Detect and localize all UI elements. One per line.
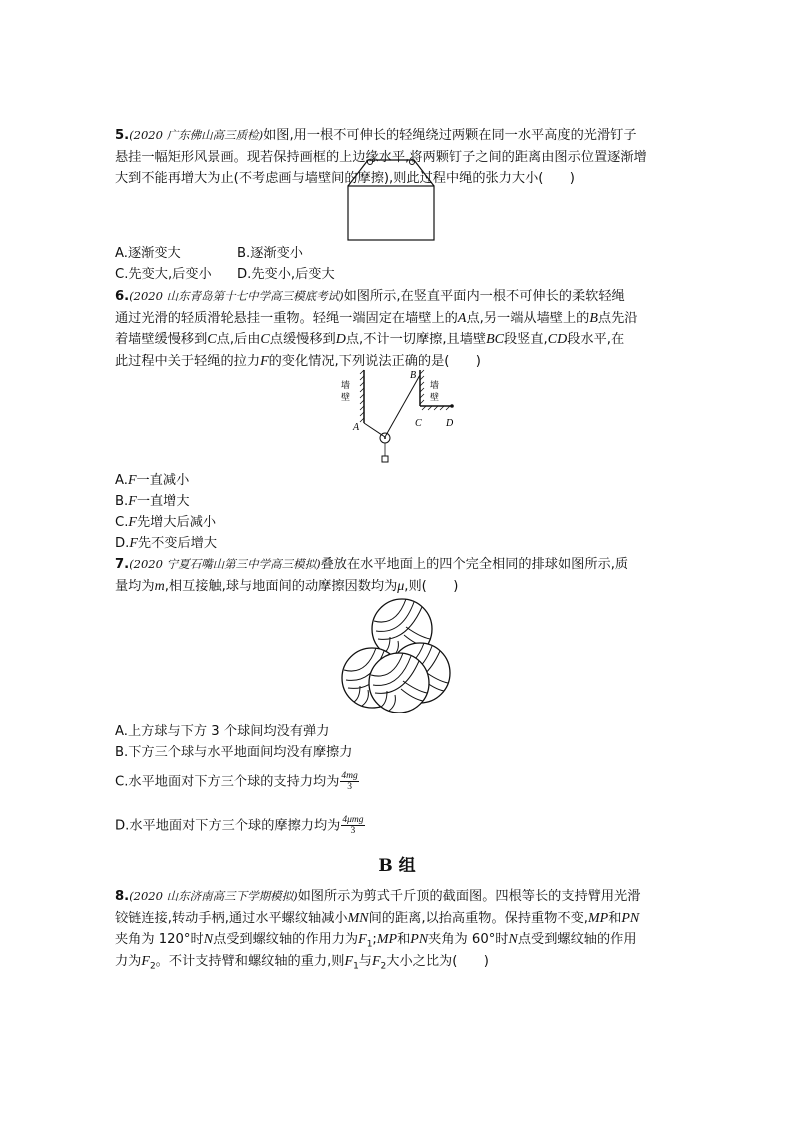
question-6 [115,286,690,372]
svg-text:壁: 壁 [341,392,351,402]
wall-label-left: 墙 [341,380,351,390]
question-source: (2020 山东青岛第十七中学高三模底考试) [129,289,344,303]
question-source: (2020 宁夏石嘴山第三中学高三模拟) [129,557,321,571]
painting-frame [348,186,434,240]
option-d: D.水平地面对下方三个球的摩擦力均为 $\frac{\text{4μmg}}{3}$ [115,815,364,836]
option-c: C.水平地面对下方三个球的支持力均为 $\frac{4mg}{3}$ [115,771,358,792]
volleyballs-figure [335,598,460,713]
question-text: 通过光滑的轻质滑轮悬挂一重物。轻绳一端固定在墙壁上的A点,另一端从墙壁上的B点先沿 [115,310,638,326]
question-text: 夹角为 120°时N点受到螺纹轴的作用力为$F_1;MP$和PN夹角为 60°时N点受到螺纹轴的作用 [115,932,637,950]
question-text: 着墙壁缓慢移到C点,后由C点缓慢移到D点,不计一切摩擦,且墙壁BC段竖直,CD段水平,在 [115,332,625,347]
question-8 [115,886,690,972]
question-text: 力为$F_2$。不计支持臂和螺纹轴的重力,则$F_1$与$F_2$大小之比为( ) [115,953,489,972]
picture-frame-figure [340,155,450,245]
option-b: B.F一直增大 [115,494,190,509]
bottom-front-ball [369,653,429,713]
question-text: 如图所示为剪式千斤顶的截面图。四根等长的支持臂用光滑 [297,889,641,904]
option-a: A.上方球与下方 3 个球间均没有弹力 [115,724,330,739]
question-number: 8. [115,889,130,904]
question-text: 如图所示,在竖直平面内一根不可伸长的柔软轻绳 [343,289,625,304]
option-b: B.下方三个球与水平地面间均没有摩擦力 [115,745,353,760]
hanging-weight [382,456,388,462]
point-a-label: A [353,422,360,433]
question-source: (2020 山东济南高三下学期模拟) [129,889,298,903]
question-number: 6. [115,289,130,304]
question-text: 量均为m,相互接触,球与地面间的动摩擦因数均为μ,则( ) [115,578,459,594]
point-c-label: C [415,418,422,429]
question-text: 铰链连接,转动手柄,通过水平螺纹轴减小MN间的距离,以抬高重物。保持重物不变,MP和PN [115,910,640,926]
question-number: 7. [115,557,130,572]
svg-text:壁: 壁 [430,392,440,402]
pulley-figure [330,368,465,468]
question-number: 5. [115,128,130,143]
option-b: B.逐渐变小 [237,246,303,261]
section-heading: B 组 [378,856,416,876]
rope [348,160,434,186]
question-text: 悬挂一幅矩形风景画。现若保持画框的上边缘水平,将两颗钉子之间的距离由图示位置逐渐增 [115,149,647,165]
question-text: 此过程中关于轻绳的拉力F的变化情况,下列说法正确的是( ) [115,353,481,369]
option-c: C.先变大,后变小 [115,267,212,282]
question-7 [115,554,690,597]
question-source: (2020 广东佛山高三质检) [129,128,264,142]
wall-label-right: 墙 [430,380,440,390]
option-d: D.F先不变后增大 [115,536,218,551]
option-a: A.F一直减小 [115,473,190,488]
option-c: C.F先增大后减小 [115,515,217,530]
fraction: $\frac{\text{4μmg}}{3}$ [342,815,364,836]
point-b-label: B [410,370,417,381]
question-text: 大到不能再增大为止(不考虑画与墙壁间的摩擦),则此过程中绳的张力大小( ) [115,171,575,186]
question-text: 如图,用一根不可伸长的轻绳绕过两颗在同一水平高度的光滑钉子 [263,128,637,143]
point-d-label: D [446,418,454,429]
option-d: D.先变小,后变大 [237,267,335,282]
question-text: 叠放在水平地面上的四个完全相同的排球如图所示,质 [320,557,629,572]
fraction: $\frac{4mg}{3}$ [341,771,358,792]
option-a: A.逐渐变大 [115,246,181,261]
